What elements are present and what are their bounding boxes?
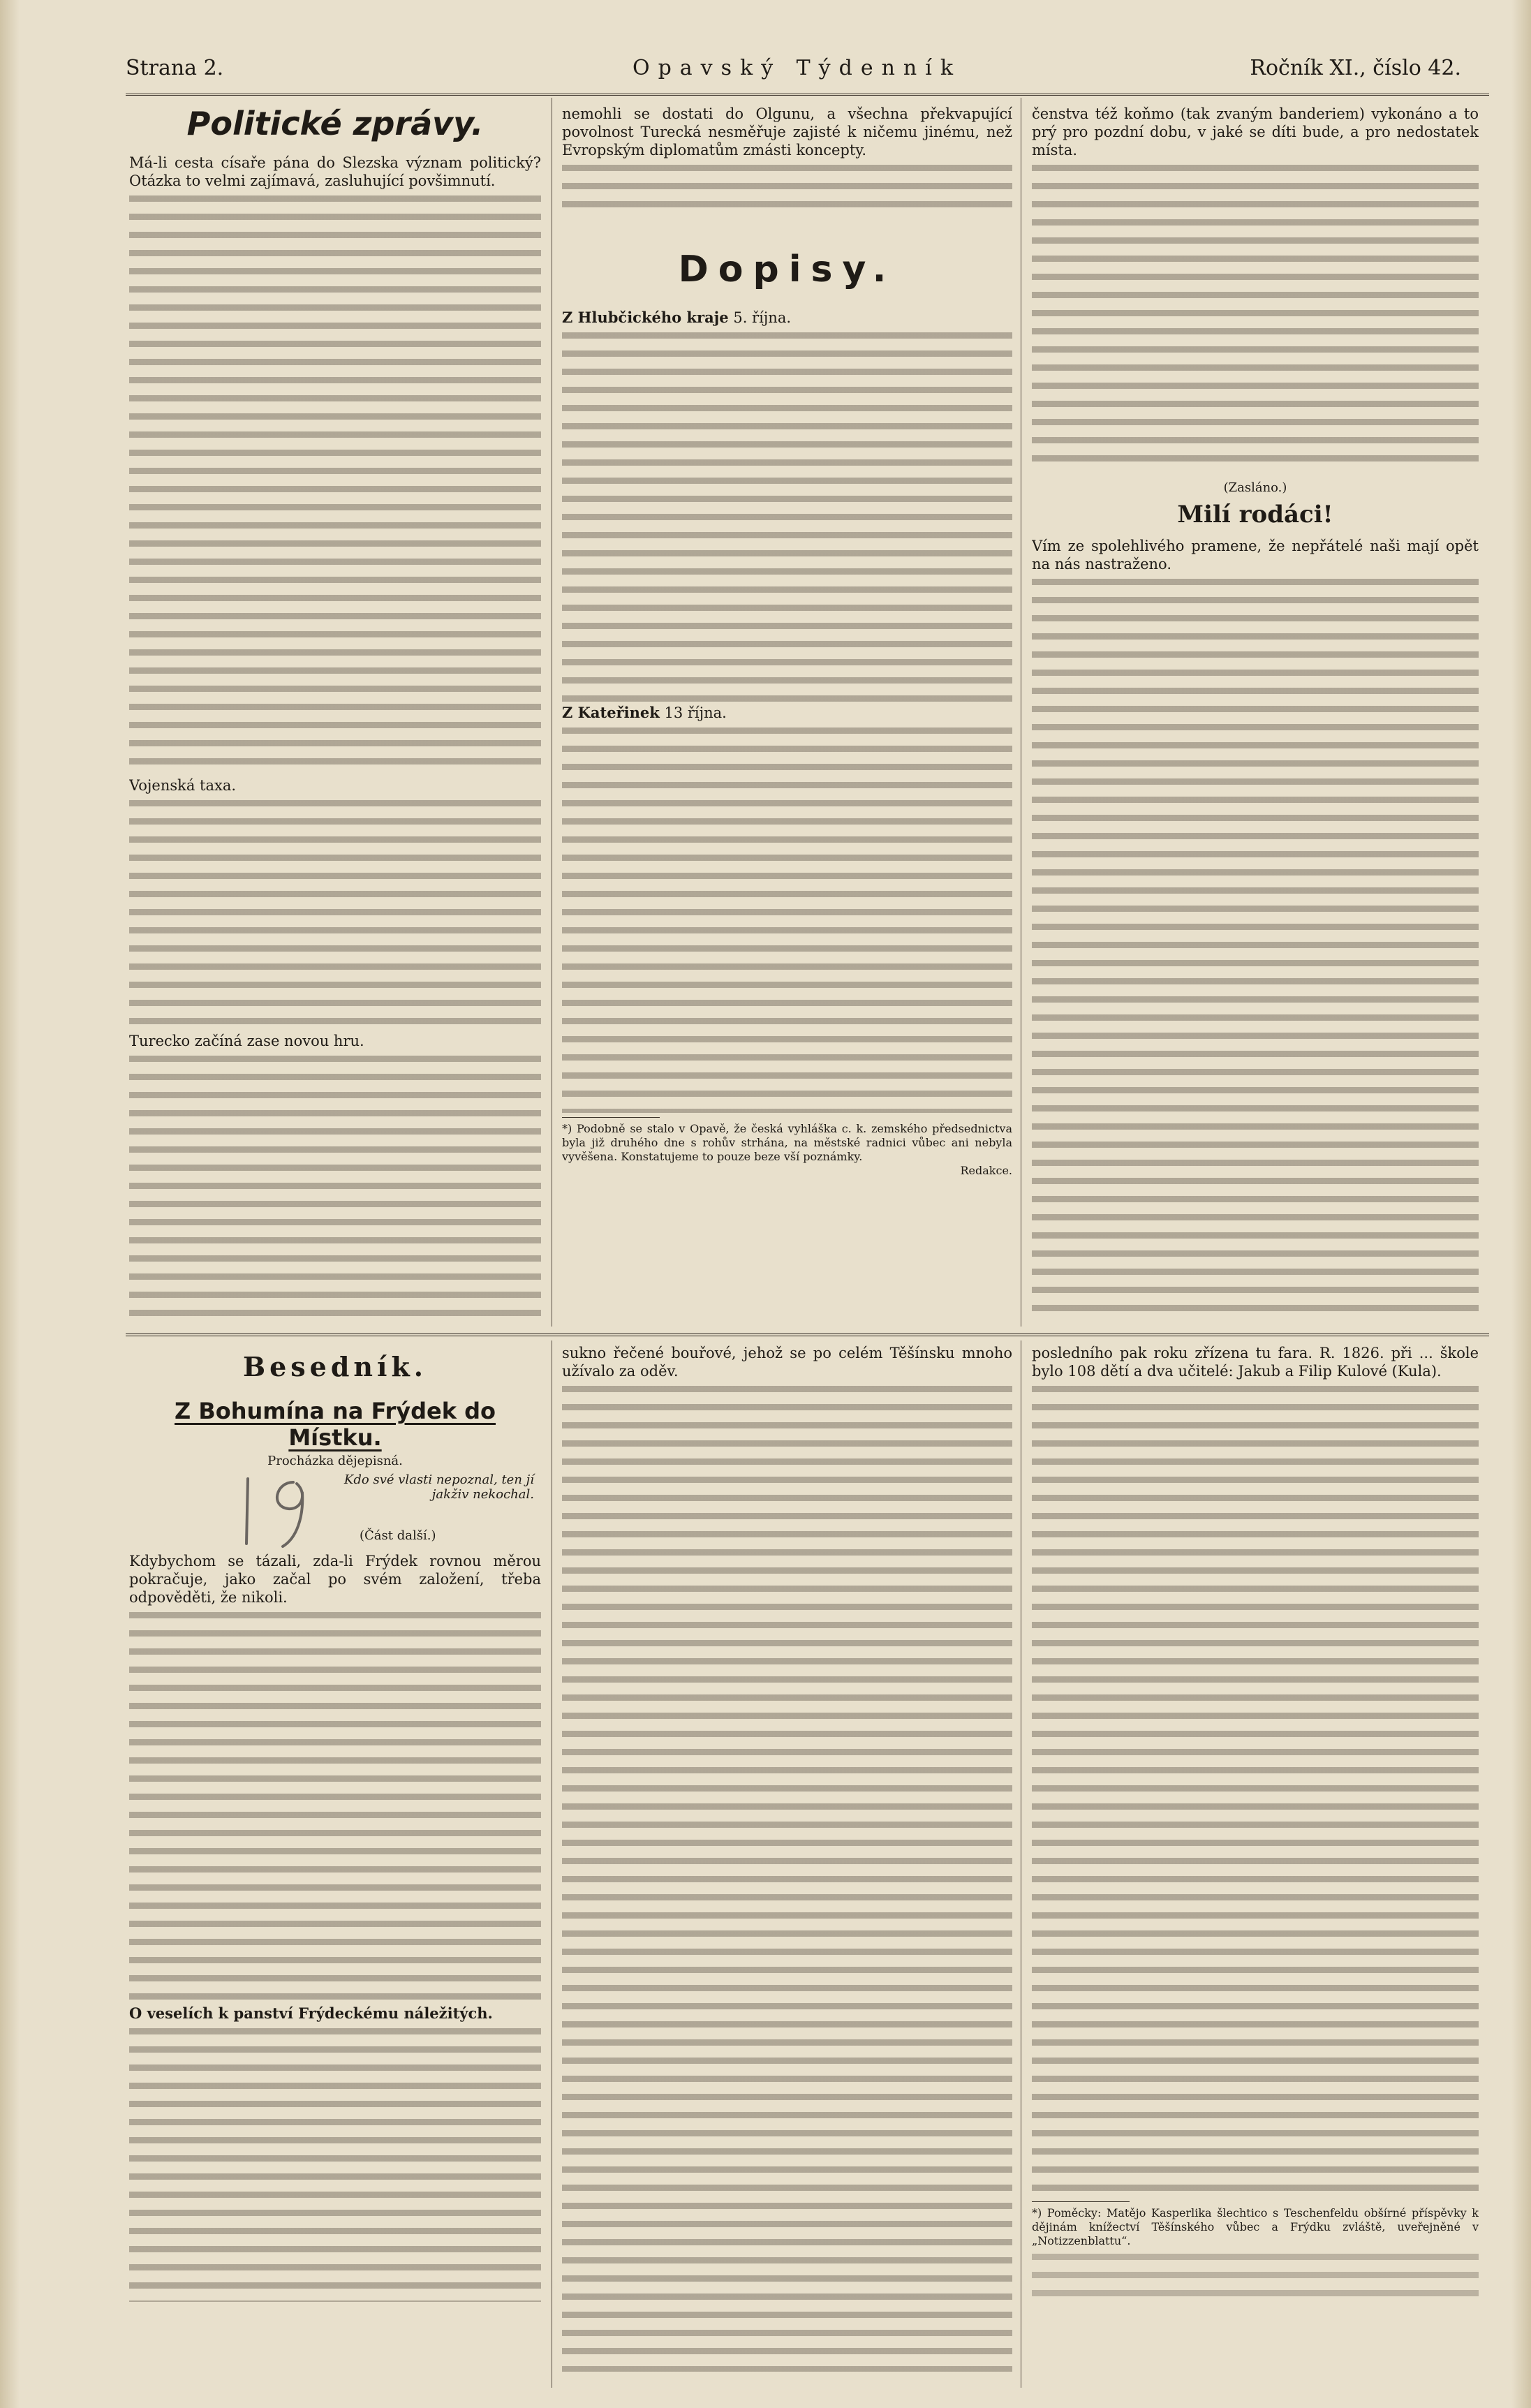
paragraph: sukno řečené bouřové, jehož se po celém Těšínsku mnoho užívalo za oděv. bbox=[562, 1345, 1012, 1380]
footnote: *) Podobně se stalo v Opavě, že česká vyhláška c. k. zemského předsednictva byla již druhého dne s rohův strhána, na městské radnici vůbec ani nebyla vyvěšena. Konstatujeme to pouze beze vší poznámky. bbox=[562, 1122, 1012, 1163]
footnote: *) Poměcky: Matějo Kasperlika šlechtico s Teschenfeldu obšírné příspěvky k dějinám knížectví Těšínského vůbec a Frýdku zvláště, uveřejněné v „Notizzenblattu“. bbox=[1032, 2206, 1479, 2247]
column-feuilleton-2 bbox=[562, 1344, 1012, 2391]
illegible-text-block bbox=[562, 1380, 1012, 2372]
illegible-text-block bbox=[1032, 573, 1479, 1313]
illegible-text-block bbox=[129, 795, 541, 1032]
illegible-text-block bbox=[562, 327, 1012, 704]
section-separator bbox=[126, 1334, 1489, 1336]
paragraph: Turecko začíná zase novou hru. bbox=[129, 1033, 364, 1049]
column-feuilleton bbox=[129, 1344, 541, 2391]
masthead-rule bbox=[126, 94, 1489, 96]
footnote-signature: Redakce. bbox=[960, 1164, 1012, 1177]
illegible-text-block bbox=[129, 1050, 541, 1323]
page-number: Strana 2. bbox=[126, 56, 224, 80]
paragraph: Vím ze spolehlivého pramene, že nepřátelé naši mají opět na nás nastraženo. bbox=[1032, 538, 1479, 573]
section-heading: O veselích k panství Frýdeckému náležitých. bbox=[129, 2004, 493, 2022]
illegible-text-block bbox=[1032, 1380, 1479, 2197]
dispatch-heading: Z Kateřinek bbox=[562, 704, 660, 721]
submitted-label: (Zasláno.) bbox=[1223, 480, 1287, 495]
feuilleton-title: Z Bohumína na Frýdek do Místku. bbox=[175, 1398, 496, 1451]
illegible-text-block bbox=[129, 1606, 541, 2004]
illegible-text-block bbox=[562, 159, 1012, 215]
page-edge-right bbox=[1511, 0, 1531, 2408]
section-title-politics: Politické zprávy. bbox=[186, 105, 484, 142]
masthead bbox=[105, 56, 1489, 91]
illegible-text-block bbox=[1032, 159, 1479, 466]
issue-info: Ročník XI., číslo 42. bbox=[1250, 56, 1461, 80]
illegible-text-block bbox=[562, 722, 1012, 1113]
page-edge-left bbox=[0, 0, 20, 2408]
paragraph: Vojenská taxa. bbox=[129, 777, 237, 794]
feuilleton-header: Besedník. bbox=[242, 1351, 428, 1382]
footnote-rule bbox=[1032, 2201, 1130, 2202]
handwritten-number bbox=[227, 1468, 332, 1552]
paragraph: posledního pak roku zřízena tu fara. R. 1826. při ... škole bylo 108 dětí a dva učitelé: Jakub a Filip Kulové (Kula). bbox=[1032, 1345, 1479, 1380]
newspaper-title: Opavský Týdenník bbox=[632, 56, 962, 80]
column-letters bbox=[562, 105, 1012, 1323]
paragraph: Má-li cesta císaře pána do Slezska význam politický? Otázka to velmi zajímavá, zasluhující povšimnutí. bbox=[129, 154, 541, 189]
open-letter-title: Milí rodáci! bbox=[1177, 501, 1333, 529]
feuilleton-part: (Část další.) bbox=[360, 1528, 436, 1543]
illegible-text-block bbox=[129, 2023, 541, 2302]
paragraph: čenstva též koňmo (tak zvaným banderiem) vykonáno a to prý pro pozdní dobu, v jaké se díti bude, a pro nedostatek místa. bbox=[1032, 105, 1479, 158]
paragraph: nemohli se dostati do Olgunu, a všechna překvapující povolnost Turecká nesměřuje zajisté k ničemu jinému, než Evropským diplomatům zmásti koncepty. bbox=[562, 105, 1012, 158]
feuilleton-motto: Kdo své vlasti nepoznal, ten jí jakživ nekochal. bbox=[343, 1472, 534, 1502]
illegible-text-block bbox=[129, 190, 541, 776]
dispatch-date: 13 října. bbox=[664, 704, 727, 721]
footnote-rule bbox=[562, 1117, 660, 1118]
column-politics bbox=[129, 105, 541, 1323]
paragraph: Kdybychom se tázali, zda-li Frýdek rovnou měrou pokračuje, jako začal po svém založení, třeba odpověděti, že nikoli. bbox=[129, 1553, 541, 1606]
illegible-text-block bbox=[1032, 2248, 1479, 2304]
dispatch-heading: Z Hlubčického kraje bbox=[562, 309, 729, 326]
section-title-letters: Dopisy. bbox=[678, 249, 896, 290]
dispatch-date: 5. října. bbox=[733, 309, 792, 326]
feuilleton-subtitle: Procházka dějepisná. bbox=[267, 1454, 403, 1468]
column-feuilleton-3 bbox=[1032, 1344, 1479, 2391]
column-open-letter bbox=[1032, 105, 1479, 1323]
